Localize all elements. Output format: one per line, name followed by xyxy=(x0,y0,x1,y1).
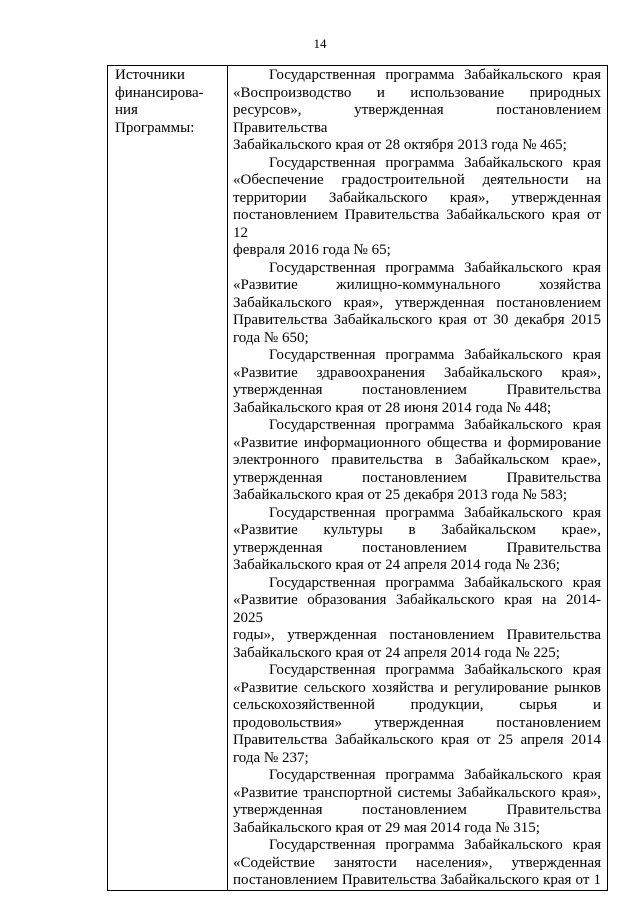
program-text-line: утвержденная постановлением Правительства xyxy=(233,382,601,398)
program-text-line: постановлением Правительства Забайкальского края от 1 xyxy=(233,872,601,888)
program-text-line: сельскохозяйственной продукции, сырья и xyxy=(233,697,601,713)
row-label xyxy=(115,67,223,137)
program-first-line: Государственная программа Забайкальского края xyxy=(269,574,601,591)
funding-sources-table xyxy=(107,65,608,891)
program-text-line: «Развитие сельского хозяйства и регулирование рынков xyxy=(233,679,601,696)
program-text-line: ресурсов», утвержденная постановлением Правительства xyxy=(233,102,601,136)
program-first-line: Государственная программа Забайкальского края xyxy=(269,504,601,521)
row-content-cell xyxy=(228,66,608,891)
program-first-line: Государственная программа Забайкальского края xyxy=(269,67,601,83)
label-line: финансирова- xyxy=(115,84,204,101)
program-first-line: Государственная программа Забайкальского края xyxy=(269,662,601,678)
program-first-line: Государственная программа Забайкальского края xyxy=(269,837,601,853)
program-text-line: февраля 2016 года № 65; xyxy=(233,242,391,258)
program-text-line: Забайкальского края», утвержденная постановлением xyxy=(233,294,601,311)
program-text-line: «Обеспечение градостроительной деятельности на xyxy=(233,172,601,188)
program-text-line: «Развитие культуры в Забайкальском крае», xyxy=(233,522,601,538)
program-text-line: территории Забайкальского края», утвержденная xyxy=(233,189,601,206)
program-text-line: Забайкальского края от 28 июня 2014 года № 448; xyxy=(233,399,552,416)
program-text-line: года № 650; xyxy=(233,329,309,346)
program-text-line: постановлением Правительства Забайкальского края от 12 xyxy=(233,207,601,241)
program-text-line: Забайкальского края от 28 октября 2013 года № 465; xyxy=(233,137,567,153)
program-text-line: Забайкальского края от 29 мая 2014 года № 315; xyxy=(233,819,540,836)
program-text-line: «Развитие здравоохранения Забайкальского края», xyxy=(233,364,601,381)
program-text-line: года № 237; xyxy=(233,749,309,766)
program-first-line: Государственная программа Забайкальского края xyxy=(269,417,601,433)
program-text-line: «Содействие занятости населения», утвержденная xyxy=(233,854,601,871)
page-number: 14 xyxy=(313,36,327,51)
program-text-line: утвержденная постановлением Правительства xyxy=(233,469,601,486)
label-line: Программы: xyxy=(115,119,195,136)
program-text-line: электронного правительства в Забайкальском крае», xyxy=(233,452,601,468)
program-text-line: Правительства Забайкальского края от 25 апреля 2014 xyxy=(233,732,601,748)
program-text-line: годы», утвержденная постановлением Правительства xyxy=(233,627,601,643)
program-text-line: Забайкальского края от 24 апреля 2014 года № 225; xyxy=(233,644,560,661)
program-text-line: «Развитие информационного общества и формирование xyxy=(233,434,601,451)
program-text-line: «Развитие транспортной системы Забайкальского края», xyxy=(233,784,601,801)
program-text-line: продовольствия» утвержденная постановлением xyxy=(233,714,601,731)
program-text-line: «Развитие жилищно-коммунального хозяйства xyxy=(233,277,601,293)
program-first-line: Государственная программа Забайкальского края xyxy=(269,767,601,783)
row-label-cell xyxy=(108,66,228,891)
program-first-line: Государственная программа Забайкальского края xyxy=(269,259,601,276)
program-text-line: утвержденная постановлением Правительства xyxy=(233,539,601,556)
program-text-line: «Воспроизводство и использование природных xyxy=(233,84,601,101)
label-line: Источники xyxy=(115,67,185,83)
programs-list xyxy=(233,67,601,890)
table-row xyxy=(108,66,608,891)
program-first-line: Государственная программа Забайкальского края xyxy=(269,154,601,171)
program-text-line: Правительства Забайкальского края от 30 декабря 2015 xyxy=(233,312,601,328)
program-first-line: Государственная программа Забайкальского края xyxy=(269,347,601,363)
program-text-line: Забайкальского края от 24 апреля 2014 года № 236; xyxy=(233,557,560,573)
program-text-line: утвержденная постановлением Правительства xyxy=(233,802,601,818)
program-text-line: «Развитие образования Забайкальского края на 2014-2025 xyxy=(233,592,601,626)
label-line: ния xyxy=(115,102,138,118)
program-text-line: Забайкальского края от 25 декабря 2013 года № 583; xyxy=(233,487,567,503)
